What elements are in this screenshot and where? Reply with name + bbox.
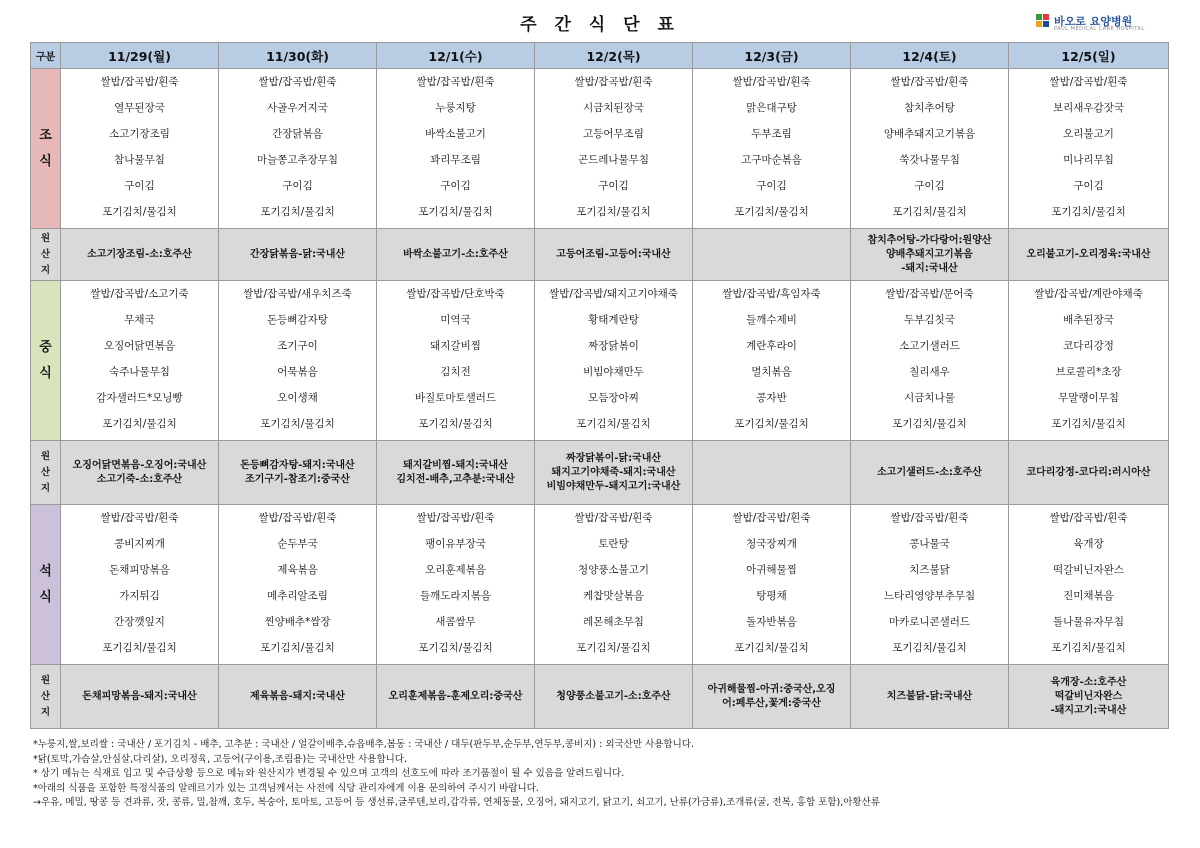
menu-item: 마늘쫑고추장무침 xyxy=(256,154,339,166)
menu-item: 쌀밥/잡곡밥/흰죽 xyxy=(1049,76,1128,88)
menu-cell xyxy=(693,69,851,229)
origin-line: 제육볶음-돼지:국내산 xyxy=(249,690,346,702)
origin-line: 고등어조림-고등어:국내산 xyxy=(556,248,671,260)
menu-item: 참나물무침 xyxy=(114,154,165,166)
weekly-menu-table xyxy=(30,42,1169,729)
menu-item: 포기김치/물김치 xyxy=(260,206,335,218)
menu-item: 케찹맛살볶음 xyxy=(583,590,644,602)
meal-label-char: 석 xyxy=(39,563,52,579)
menu-item: 돈채피망볶음 xyxy=(109,564,170,576)
origin-label-char: 원 xyxy=(40,450,51,462)
notes-section xyxy=(33,738,1173,811)
origin-line: -돼지고기:국내산 xyxy=(1050,704,1127,716)
origin-cell xyxy=(377,229,535,281)
menu-item: 구이김 xyxy=(1073,180,1104,192)
menu-item: 간장깻잎지 xyxy=(114,616,165,628)
day-header: 12/3(금) xyxy=(693,43,851,69)
menu-item: 새콤쌈무 xyxy=(435,616,476,628)
menu-item: 사골우거지국 xyxy=(267,102,328,114)
menu-item: 포기김치/물김치 xyxy=(260,642,335,654)
menu-cell xyxy=(377,505,535,665)
menu-item: 브로콜리*초장 xyxy=(1055,366,1122,378)
origin-cell xyxy=(219,665,377,729)
menu-item: 제육볶음 xyxy=(277,564,318,576)
menu-item: 돼지갈비찜 xyxy=(430,340,481,352)
origin-line: 오리불고기-오리정육:국내산 xyxy=(1026,248,1151,260)
menu-item: 양배추돼지고기볶음 xyxy=(883,128,976,140)
menu-item: 쌀밥/잡곡밥/계란야채죽 xyxy=(1034,288,1143,300)
menu-item: 포기김치/물김치 xyxy=(1051,642,1126,654)
menu-item: 구이김 xyxy=(440,180,471,192)
menu-item: 시금치된장국 xyxy=(583,102,644,114)
origin-cell xyxy=(377,665,535,729)
menu-item: 쌀밥/잡곡밥/돼지고기야채죽 xyxy=(549,288,678,300)
menu-item: 쌀밥/잡곡밥/흰죽 xyxy=(574,512,653,524)
menu-item: 숙주나물무침 xyxy=(109,366,170,378)
note-line: *아래의 식품을 포함한 특정식품의 알레르기가 있는 고객님께서는 사전에 식당 관리자에게 이용 문의하여 주시기 바랍니다. xyxy=(33,782,539,794)
origin-cell xyxy=(535,441,693,505)
menu-item: 포기김치/물김치 xyxy=(734,418,809,430)
menu-cell xyxy=(61,69,219,229)
menu-cell xyxy=(535,281,693,441)
menu-item: 쌀밥/잡곡밥/흑임자죽 xyxy=(722,288,821,300)
menu-cell xyxy=(535,69,693,229)
menu-item: 쌀밥/잡곡밥/흰죽 xyxy=(1049,512,1128,524)
menu-item: 참치추어탕 xyxy=(904,102,955,114)
menu-item: 청국장찌개 xyxy=(746,538,797,550)
menu-item: 포기김치/물김치 xyxy=(418,418,493,430)
menu-item: 맑은대구탕 xyxy=(746,102,797,114)
origin-line: 참치추어탕-가다랑어:원양산 xyxy=(867,234,992,246)
menu-item: 포기김치/물김치 xyxy=(892,642,967,654)
origin-label-char: 산 xyxy=(40,466,51,478)
origin-label-cell xyxy=(31,229,61,281)
menu-item: 어묵볶음 xyxy=(277,366,318,378)
menu-item: 조기구이 xyxy=(277,340,318,352)
meal-label-char: 식 xyxy=(39,365,52,381)
menu-item: 돌자반볶음 xyxy=(746,616,797,628)
menu-item: 배추된장국 xyxy=(1063,314,1114,326)
menu-item: 무말랭이무침 xyxy=(1058,392,1119,404)
menu-item: 두부조림 xyxy=(751,128,792,140)
menu-item: 들깨수제비 xyxy=(746,314,797,326)
menu-item: 쌀밥/잡곡밥/흰죽 xyxy=(732,512,811,524)
menu-cell xyxy=(851,69,1009,229)
origin-cell xyxy=(535,229,693,281)
menu-item: 포기김치/물김치 xyxy=(102,418,177,430)
menu-item: 레몬해초무침 xyxy=(583,616,644,628)
menu-item: 포기김치/물김치 xyxy=(102,642,177,654)
menu-cell xyxy=(1009,505,1169,665)
menu-item: 포기김치/물김치 xyxy=(260,418,335,430)
origin-cell xyxy=(851,665,1009,729)
menu-item: 오리훈제볶음 xyxy=(425,564,486,576)
origin-line: 돼지고기야채죽-돼지:국내산 xyxy=(551,466,676,478)
meal-label-char: 식 xyxy=(39,589,52,605)
origin-cell xyxy=(693,441,851,505)
menu-item: 쌀밥/잡곡밥/새우치즈죽 xyxy=(243,288,352,300)
origin-line: 소고기장조림-소:호주산 xyxy=(87,248,192,260)
menu-item: 들깨도라지볶음 xyxy=(419,590,491,602)
menu-item: 쌀밥/잡곡밥/흰죽 xyxy=(258,512,337,524)
menu-cell xyxy=(693,281,851,441)
menu-cell xyxy=(693,505,851,665)
menu-item: 청양풍소불고기 xyxy=(577,564,649,576)
menu-item: 마카로니콘샐러드 xyxy=(888,616,971,628)
origin-label-char: 원 xyxy=(40,674,51,686)
menu-cell xyxy=(219,69,377,229)
menu-cell xyxy=(61,505,219,665)
menu-item: 미역국 xyxy=(440,314,471,326)
menu-item: 포기김치/물김치 xyxy=(734,642,809,654)
menu-item: 쌀밥/잡곡밥/흰죽 xyxy=(100,76,179,88)
origin-line: 돈등뼈감자탕-돼지:국내산 xyxy=(240,459,355,471)
menu-item: 시금치나물 xyxy=(904,392,955,404)
origin-label-char: 지 xyxy=(40,706,51,718)
origin-cell xyxy=(851,441,1009,505)
note-line: *닭(토막,가슴살,안심살,다리살), 오리정육, 고등어(구이용,조림용)는 국내산만 사용합니다. xyxy=(33,753,407,765)
meal-row xyxy=(31,505,1169,665)
note-line: * 상기 메뉴는 식재료 입고 및 수급상황 등으로 메뉴와 원산지가 변경될 수 있으며 고객의 선호도에 따라 조기품절이 될 수 있음을 알려드립니다. xyxy=(33,768,625,780)
origin-line: 간장닭볶음-닭:국내산 xyxy=(249,248,346,260)
origin-cell xyxy=(693,229,851,281)
menu-item: 포기김치/물김치 xyxy=(102,206,177,218)
day-header: 12/4(토) xyxy=(851,43,1009,69)
day-header: 12/5(일) xyxy=(1009,43,1169,69)
origin-label-cell xyxy=(31,665,61,729)
menu-item: 두부김칫국 xyxy=(904,314,955,326)
origin-line: 소고기샐러드-소:호주산 xyxy=(877,466,982,478)
origin-label-char: 산 xyxy=(40,690,51,702)
menu-item: 곤드레나물무침 xyxy=(577,154,649,166)
menu-item: 꽈리무조림 xyxy=(430,154,481,166)
origin-line: 돼지갈비찜-돼지:국내산 xyxy=(403,459,508,471)
menu-item: 포기김치/물김치 xyxy=(418,206,493,218)
menu-cell xyxy=(219,505,377,665)
menu-item: 계란후라이 xyxy=(746,340,797,352)
menu-item: 포기김치/물김치 xyxy=(576,642,651,654)
menu-item: 미나리무침 xyxy=(1063,154,1114,166)
origin-line: 치즈불닭-닭:국내산 xyxy=(886,690,973,702)
meal-label-char: 식 xyxy=(39,153,52,169)
note-line: →우유, 메밀, 땅콩 등 견과류, 잣, 콩류, 밀,참깨, 호두, 복숭아, 토마토, 고등어 등 생선류,글루텐,보리,갑각류, 연체동물, 오징어, 돼지고기, 닭고기, 쇠고기, 난류(가금류),조개류(굴, 전복, 홍합 포함),아황산류 xyxy=(33,797,880,809)
day-header: 12/1(수) xyxy=(377,43,535,69)
menu-item: 누룽지탕 xyxy=(435,102,476,114)
menu-item: 황태계란탕 xyxy=(588,314,639,326)
menu-item: 치즈불닭 xyxy=(909,564,950,576)
page-title: 주 간 식 단 표 xyxy=(520,15,680,35)
logo-text: 바오로 요양병원 xyxy=(1054,15,1133,28)
origin-cell xyxy=(693,665,851,729)
corner-cell: 구분 xyxy=(31,43,61,69)
menu-cell xyxy=(377,69,535,229)
menu-cell xyxy=(851,281,1009,441)
menu-item: 쌀밥/잡곡밥/문어죽 xyxy=(885,288,974,300)
origin-row xyxy=(31,441,1169,505)
menu-item: 콩나물국 xyxy=(909,538,950,550)
menu-cell xyxy=(1009,69,1169,229)
menu-item: 짜장닭볶이 xyxy=(588,340,639,352)
menu-item: 쌀밥/잡곡밥/흰죽 xyxy=(574,76,653,88)
meal-label-cell xyxy=(31,69,61,229)
origin-line: 소고기죽-소:호주산 xyxy=(96,473,183,485)
menu-item: 구이김 xyxy=(598,180,629,192)
menu-item: 구이김 xyxy=(756,180,787,192)
menu-item: 쌀밥/잡곡밥/소고기죽 xyxy=(90,288,189,300)
menu-item: 포기김치/물김치 xyxy=(892,418,967,430)
menu-item: 탕평채 xyxy=(756,590,787,602)
menu-item: 포기김치/물김치 xyxy=(1051,206,1126,218)
menu-cell xyxy=(61,281,219,441)
origin-line: 돈채피망볶음-돼지:국내산 xyxy=(82,690,197,702)
menu-item: 쌀밥/잡곡밥/흰죽 xyxy=(890,512,969,524)
menu-item: 쌀밥/잡곡밥/흰죽 xyxy=(100,512,179,524)
menu-item: 간장닭볶음 xyxy=(272,128,323,140)
menu-item: 떡갈비닌자완스 xyxy=(1052,564,1124,576)
origin-line: 김치전-배추,고추분:국내산 xyxy=(396,473,515,485)
menu-item: 쌀밥/잡곡밥/흰죽 xyxy=(258,76,337,88)
origin-cell xyxy=(851,229,1009,281)
menu-item: 오리불고기 xyxy=(1063,128,1114,140)
menu-item: 느타리영양부추무침 xyxy=(883,590,976,602)
menu-item: 육개장 xyxy=(1073,538,1104,550)
menu-item: 열무된장국 xyxy=(114,102,165,114)
origin-label-char: 지 xyxy=(40,264,51,276)
menu-cell xyxy=(377,281,535,441)
menu-item: 김치전 xyxy=(440,366,471,378)
origin-line: 어:페루산,꽃게:중국산 xyxy=(722,697,821,709)
menu-item: 보리새우감잣국 xyxy=(1052,102,1124,114)
menu-item: 바질토마토샐러드 xyxy=(414,392,497,404)
menu-item: 무채국 xyxy=(124,314,155,326)
meal-label-cell xyxy=(31,281,61,441)
meal-row xyxy=(31,281,1169,441)
menu-item: 모듬장아찌 xyxy=(588,392,639,404)
menu-item: 구이김 xyxy=(282,180,313,192)
menu-cell xyxy=(851,505,1009,665)
menu-item: 가지튀김 xyxy=(119,590,160,602)
origin-cell xyxy=(1009,441,1169,505)
menu-item: 구이김 xyxy=(124,180,155,192)
menu-item: 메추리알조림 xyxy=(267,590,328,602)
meal-label-char: 중 xyxy=(39,339,52,355)
origin-line: 비빔야채만두-돼지고기:국내산 xyxy=(546,480,681,492)
menu-item: 쌀밥/잡곡밥/단호박죽 xyxy=(406,288,505,300)
origin-label-char: 지 xyxy=(40,482,51,494)
origin-cell xyxy=(535,665,693,729)
day-header: 12/2(목) xyxy=(535,43,693,69)
menu-item: 포기김치/물김치 xyxy=(892,206,967,218)
origin-cell xyxy=(1009,229,1169,281)
menu-item: 포기김치/물김치 xyxy=(1051,418,1126,430)
menu-item: 팽이유부장국 xyxy=(425,538,486,550)
menu-item: 구이김 xyxy=(914,180,945,192)
menu-item: 바싹소불고기 xyxy=(425,128,486,140)
menu-item: 칠리새우 xyxy=(909,366,950,378)
menu-item: 포기김치/물김치 xyxy=(734,206,809,218)
menu-item: 돌나물유자무침 xyxy=(1052,616,1124,628)
origin-line: 코다리강정-코다리:러시아산 xyxy=(1026,466,1151,478)
menu-cell xyxy=(535,505,693,665)
meal-label-char: 조 xyxy=(39,127,52,143)
origin-line: 오리훈제볶음-훈제오리:중국산 xyxy=(388,690,523,702)
origin-row xyxy=(31,229,1169,281)
origin-line: 육개장-소:호주산 xyxy=(1050,676,1127,688)
menu-item: 아귀해물찜 xyxy=(746,564,797,576)
menu-item: 쌀밥/잡곡밥/흰죽 xyxy=(416,512,495,524)
origin-cell xyxy=(219,229,377,281)
menu-item: 콩자반 xyxy=(756,392,787,404)
origin-label-char: 산 xyxy=(40,248,51,260)
menu-cell xyxy=(1009,281,1169,441)
origin-line: 바싹소불고기-소:호주산 xyxy=(403,248,508,260)
menu-item: 멸치볶음 xyxy=(751,366,792,378)
menu-item: 고등어무조림 xyxy=(583,128,644,140)
menu-item: 찐양배추*쌈장 xyxy=(264,616,331,628)
menu-item: 코다리강정 xyxy=(1063,340,1114,352)
origin-line: 짜장닭볶이-닭:국내산 xyxy=(565,452,662,464)
header-row xyxy=(31,43,1169,69)
menu-item: 쑥갓나물무침 xyxy=(899,154,960,166)
meal-label-cell xyxy=(31,505,61,665)
menu-item: 쌀밥/잡곡밥/흰죽 xyxy=(890,76,969,88)
origin-line: 떡갈비닌자완스 xyxy=(1054,690,1123,702)
menu-item: 포기김치/물김치 xyxy=(576,418,651,430)
meal-row xyxy=(31,69,1169,229)
origin-line: 아귀해물찜-아귀:중국산,오징 xyxy=(707,683,836,695)
logo-mark-icon xyxy=(1036,14,1050,28)
origin-row xyxy=(31,665,1169,729)
menu-item: 고구마순볶음 xyxy=(741,154,802,166)
origin-line: 조기구기-참조기:중국산 xyxy=(245,473,350,485)
origin-cell xyxy=(61,229,219,281)
origin-cell xyxy=(61,441,219,505)
origin-cell xyxy=(1009,665,1169,729)
menu-item: 소고기샐러드 xyxy=(899,340,960,352)
menu-item: 포기김치/물김치 xyxy=(418,642,493,654)
menu-item: 오징어닭면볶음 xyxy=(103,340,175,352)
menu-item: 순두부국 xyxy=(277,538,318,550)
menu-item: 쌀밥/잡곡밥/흰죽 xyxy=(732,76,811,88)
menu-item: 쌀밥/잡곡밥/흰죽 xyxy=(416,76,495,88)
menu-item: 진미채볶음 xyxy=(1063,590,1114,602)
note-line: *누룽지,쌀,보리쌀 : 국내산 / 포기김치 - 배추, 고추분 : 국내산 / 얼갈이배추,슈읍배추,봄동 : 국내산 / 대두(판두부,순두부,연두부,콩비지) : 외국산만 사용합니다. xyxy=(33,739,694,750)
menu-item: 오이생채 xyxy=(277,392,318,404)
origin-cell xyxy=(61,665,219,729)
origin-line: -돼지:국내산 xyxy=(901,262,958,274)
origin-line: 양배추돼지고기볶음 xyxy=(886,248,973,260)
menu-item: 토란탕 xyxy=(598,538,629,550)
day-header: 11/30(화) xyxy=(219,43,377,69)
logo-subtitle: PAUL MEDICAL CARE HOSPITAL xyxy=(1054,26,1145,32)
origin-label-cell xyxy=(31,441,61,505)
menu-item: 포기김치/물김치 xyxy=(576,206,651,218)
origin-line: 청양풍소불고기-소:호주산 xyxy=(556,690,671,702)
menu-item: 비빔야채만두 xyxy=(583,366,644,378)
menu-item: 콩비지찌개 xyxy=(114,538,165,550)
menu-cell xyxy=(219,281,377,441)
menu-item: 돈등뼈감자탕 xyxy=(267,314,328,326)
menu-item: 감자샐러드*모닝빵 xyxy=(96,392,183,404)
origin-label-char: 원 xyxy=(40,232,51,244)
origin-line: 오징어닭면볶음-오징어:국내산 xyxy=(72,459,207,471)
day-header: 11/29(월) xyxy=(61,43,219,69)
origin-cell xyxy=(377,441,535,505)
menu-item: 소고기장조림 xyxy=(109,128,170,140)
origin-cell xyxy=(219,441,377,505)
